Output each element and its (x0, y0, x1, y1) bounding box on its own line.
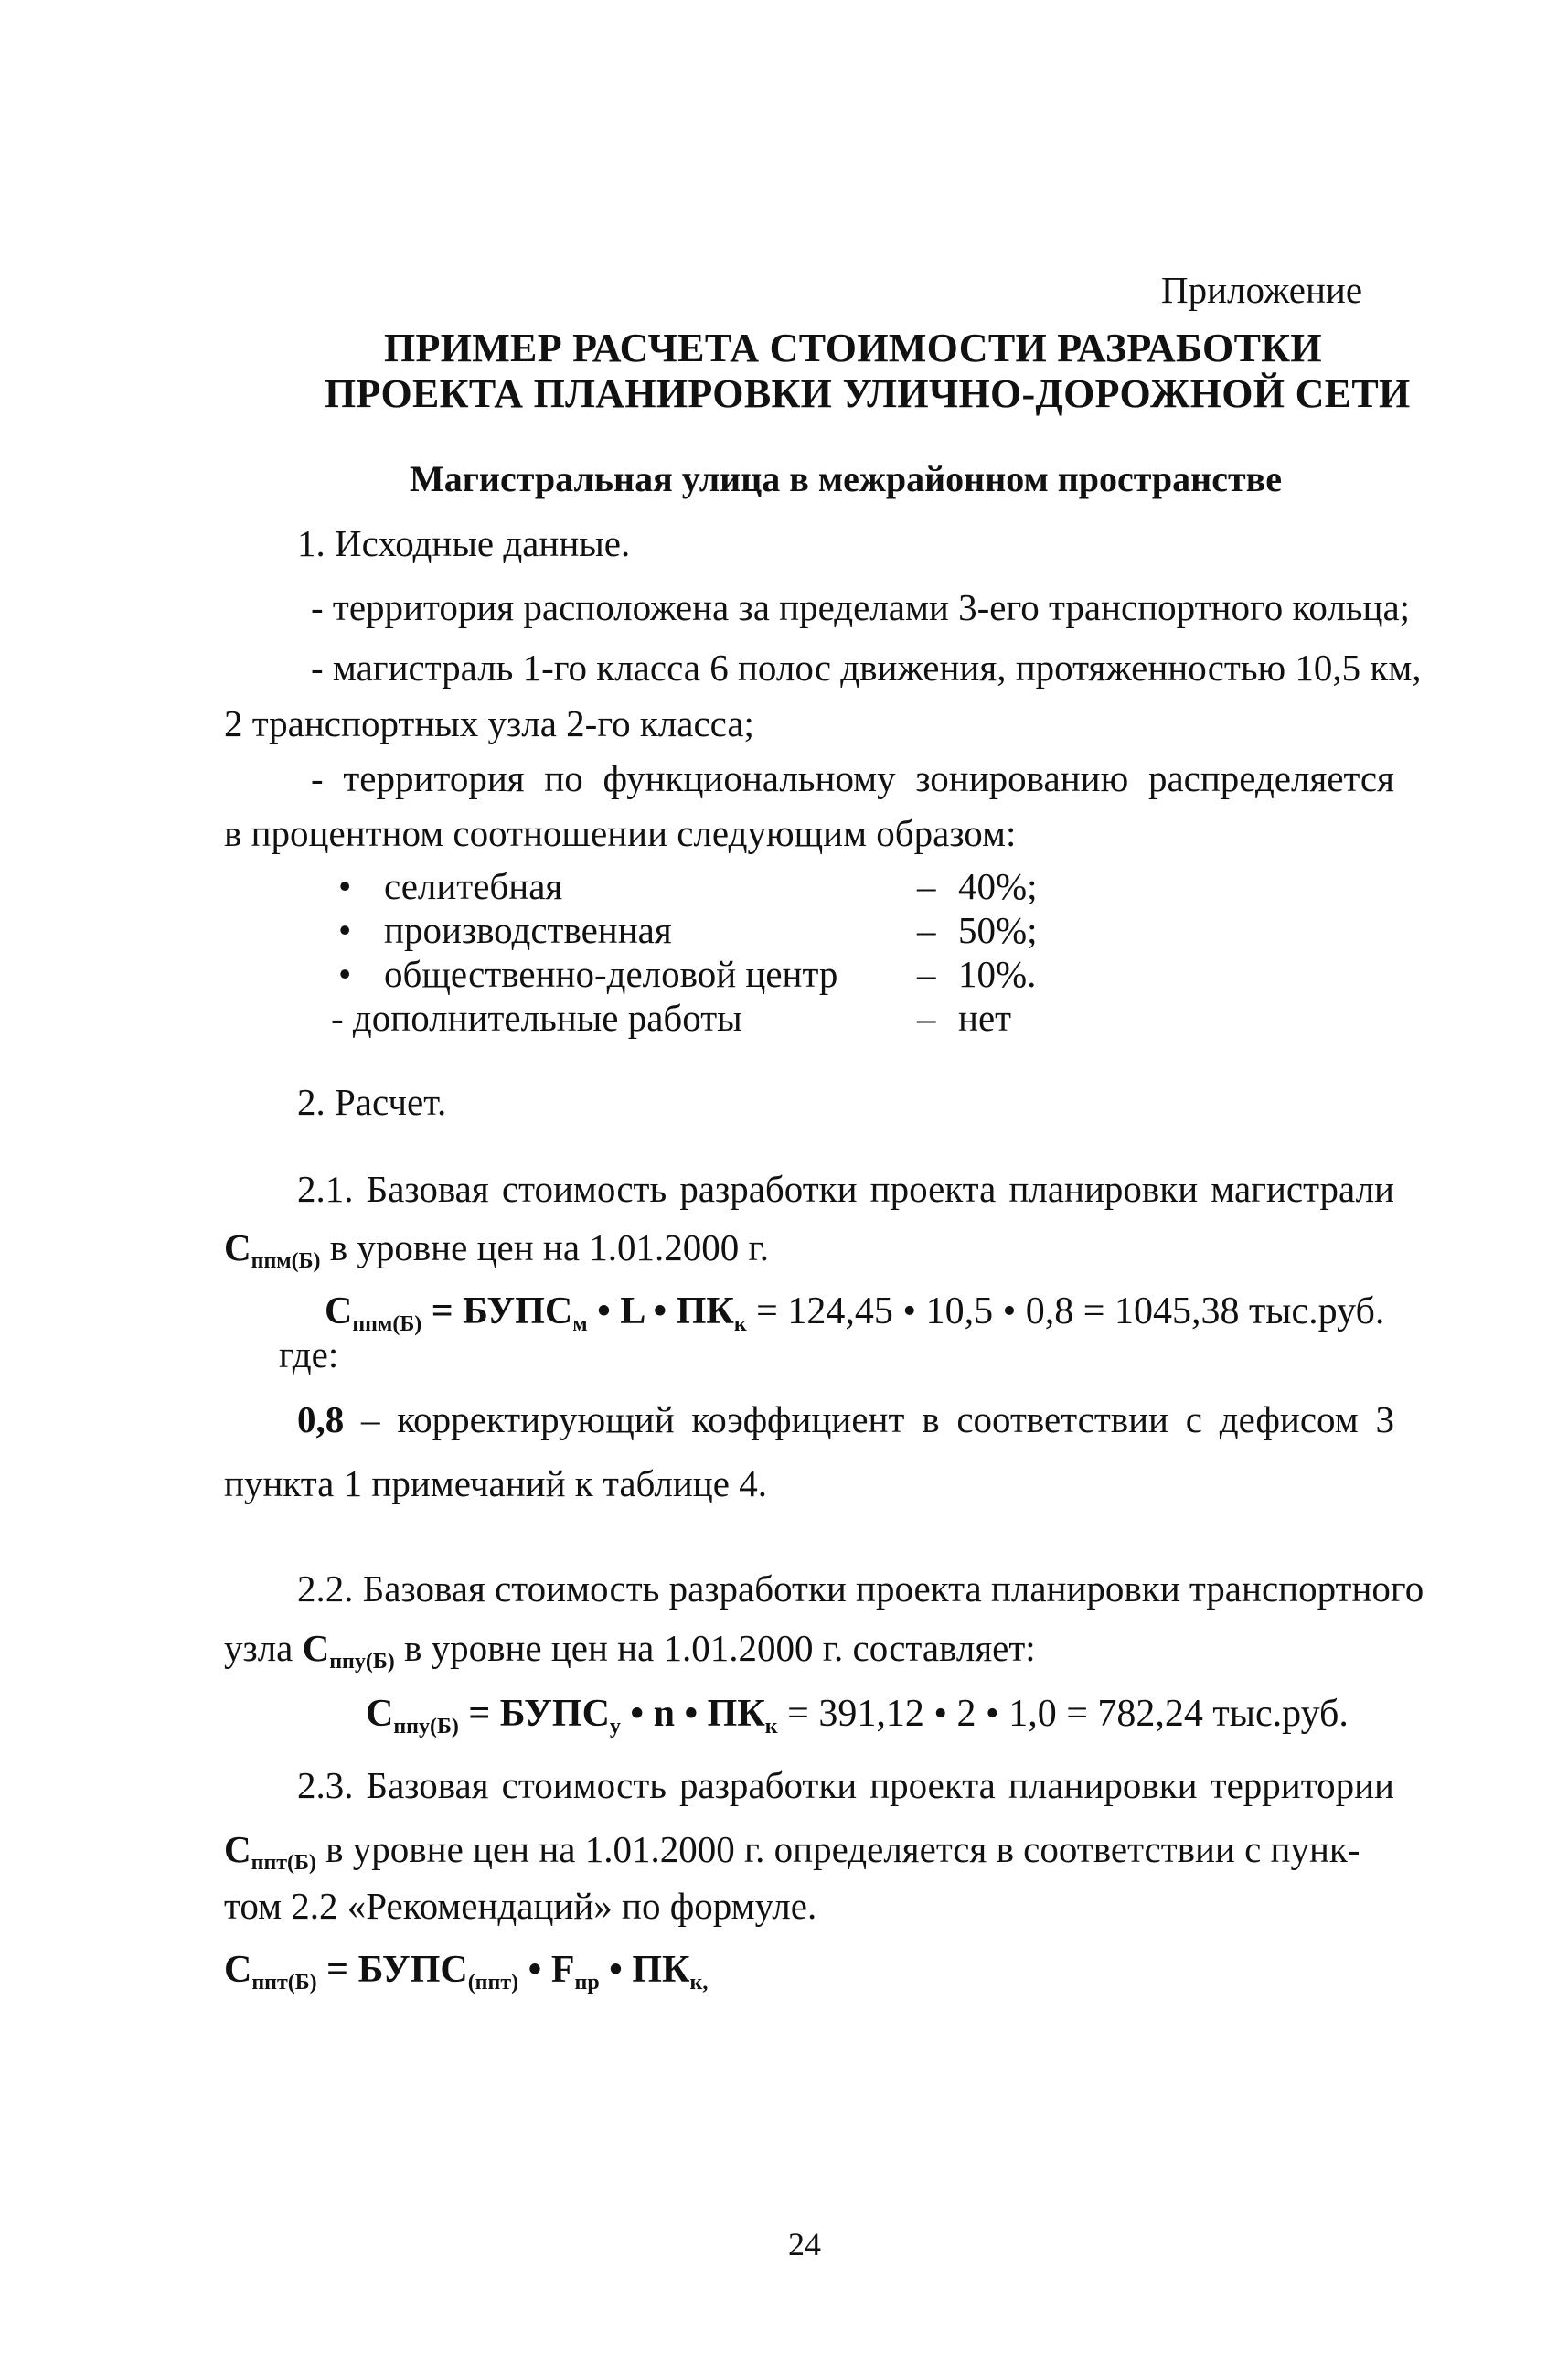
bullet-icon: • (338, 953, 352, 995)
formula-values: 391,12 • 2 • 1,0 = 782,24 тыс.руб. (818, 1693, 1349, 1735)
formula-pk-subscript: к, (689, 1971, 709, 1995)
appendix-label: Приложение (1161, 269, 1363, 311)
section-subtitle: Магистральная улица в межрайонном пространстве (410, 458, 1282, 499)
formula-2-1 (325, 1289, 1385, 1336)
paragraph-2-2-line-2 (224, 1626, 1036, 1674)
bullet-icon: • (338, 865, 352, 907)
formula-cost-subscript: ппт(Б) (251, 1971, 317, 1995)
formula-length-pk: • L • ПК (587, 1290, 734, 1332)
coefficient-description: – корректирующий коэффициент в соответствии с дефисом 3 (344, 1398, 1394, 1440)
initial-data-item-2-line-1: - магистраль 1-го класса 6 полос движения, протяженностью 10,5 км, (311, 647, 1422, 689)
formula-cost-symbol: С (325, 1290, 353, 1332)
formula-pk-subscript: к (764, 1715, 778, 1738)
paragraph-2-2-line-1: 2.2. Базовая стоимость разработки проекта планировки транспортного (297, 1567, 1424, 1610)
zone-value: 10%. (958, 953, 1037, 995)
zone-name: селитебная (384, 865, 563, 907)
zone-list-item (338, 864, 562, 908)
page-number: 24 (788, 2226, 821, 2262)
formula-cost-symbol: С (224, 1949, 252, 1991)
coefficient-note-line-1 (297, 1397, 1394, 1441)
coefficient-note-line-2: пункта 1 примечаний к таблице 4. (224, 1462, 767, 1504)
cost-subscript: ппу(Б) (329, 1650, 395, 1674)
formula-values: 124,45 • 10,5 • 0,8 = 1045,38 тыс.руб. (787, 1290, 1385, 1332)
paragraph-2-3-line-3: том 2.2 «Рекомендаций» по формуле. (224, 1885, 817, 1927)
zone-name: общественно-деловой центр (384, 953, 838, 995)
extra-works-value: нет (958, 997, 1012, 1039)
initial-data-item-3-line-1: - территория по функциональному зонированию распределяется (311, 757, 1394, 799)
formula-area-subscript: пр (574, 1971, 600, 1995)
section-1-heading: 1. Исходные данные. (297, 522, 631, 564)
coefficient-value: 0,8 (297, 1398, 345, 1440)
formula-cost-subscript: ппу(Б) (393, 1715, 459, 1738)
formula-bups-subscript: м (572, 1312, 588, 1336)
section-2-heading: 2. Расчет. (297, 1081, 447, 1123)
formula-pk: • ПК (599, 1949, 690, 1991)
where-label: где: (279, 1333, 339, 1375)
paragraph-text: в уровне цен на 1.01.2000 г. (320, 1226, 769, 1268)
formula-cost-subscript: ппм(Б) (352, 1312, 422, 1336)
zone-dash: – (917, 953, 936, 995)
formula-2-2 (366, 1692, 1349, 1736)
paragraph-2-1-line-1: 2.1. Базовая стоимость разработки проекта планировки магистрали (297, 1168, 1394, 1210)
formula-equals: = (777, 1693, 819, 1735)
formula-2-3 (224, 1948, 709, 1995)
zone-value: 50%; (958, 909, 1038, 951)
formula-cost-symbol: С (366, 1693, 394, 1735)
zone-dash: – (917, 865, 936, 907)
paragraph-2-3-line-1: 2.3. Базовая стоимость разработки проекта планировки территории (297, 1764, 1394, 1806)
cost-symbol: С (302, 1627, 330, 1669)
paragraph-text: в уровне цен на 1.01.2000 г. определяется в соответствии с пунк- (315, 1828, 1360, 1870)
zone-dash: – (917, 909, 936, 951)
cost-subscript: ппт(Б) (251, 1851, 316, 1875)
formula-bups: = БУПС (421, 1290, 573, 1332)
initial-data-item-1: - территория расположена за пределами 3-его транспортного кольца; (311, 586, 1411, 628)
paragraph-2-3-line-2 (224, 1827, 1360, 1875)
zone-list-item (338, 908, 672, 952)
bullet-icon: • (338, 909, 352, 951)
extra-works-dash: – (917, 997, 936, 1039)
formula-bups-subscript: у (609, 1715, 621, 1738)
extra-works-label: - дополнительные работы (331, 997, 742, 1039)
cost-subscript: ппм(Б) (251, 1249, 321, 1273)
formula-pk-subscript: к (733, 1312, 747, 1336)
cost-symbol: С (224, 1226, 251, 1268)
formula-n-pk: • n • ПК (620, 1693, 765, 1735)
paragraph-text: узла (224, 1627, 303, 1669)
zone-name: производственная (384, 909, 672, 951)
formula-equals: = (746, 1290, 788, 1332)
formula-area: • F (518, 1949, 575, 1991)
paragraph-2-1-line-2 (224, 1225, 769, 1273)
initial-data-item-3-line-2: в процентном соотношении следующим образом: (224, 812, 1017, 854)
paragraph-text: в уровне цен на 1.01.2000 г. составляет: (394, 1627, 1036, 1669)
document-title-line-2: ПРОЕКТА ПЛАНИРОВКИ УЛИЧНО-ДОРОЖНОЙ СЕТИ (325, 371, 1411, 416)
formula-bups: = БУПС (316, 1949, 468, 1991)
initial-data-item-2-line-2: 2 транспортных узла 2-го класса; (224, 702, 754, 744)
document-title-line-1: ПРИМЕР РАСЧЕТА СТОИМОСТИ РАЗРАБОТКИ (384, 326, 1322, 370)
formula-bups: = БУПС (458, 1693, 610, 1735)
formula-bups-subscript: (ппт) (467, 1971, 519, 1995)
cost-symbol: С (224, 1828, 251, 1870)
zone-value: 40%; (958, 865, 1038, 907)
zone-list-item (338, 952, 837, 996)
